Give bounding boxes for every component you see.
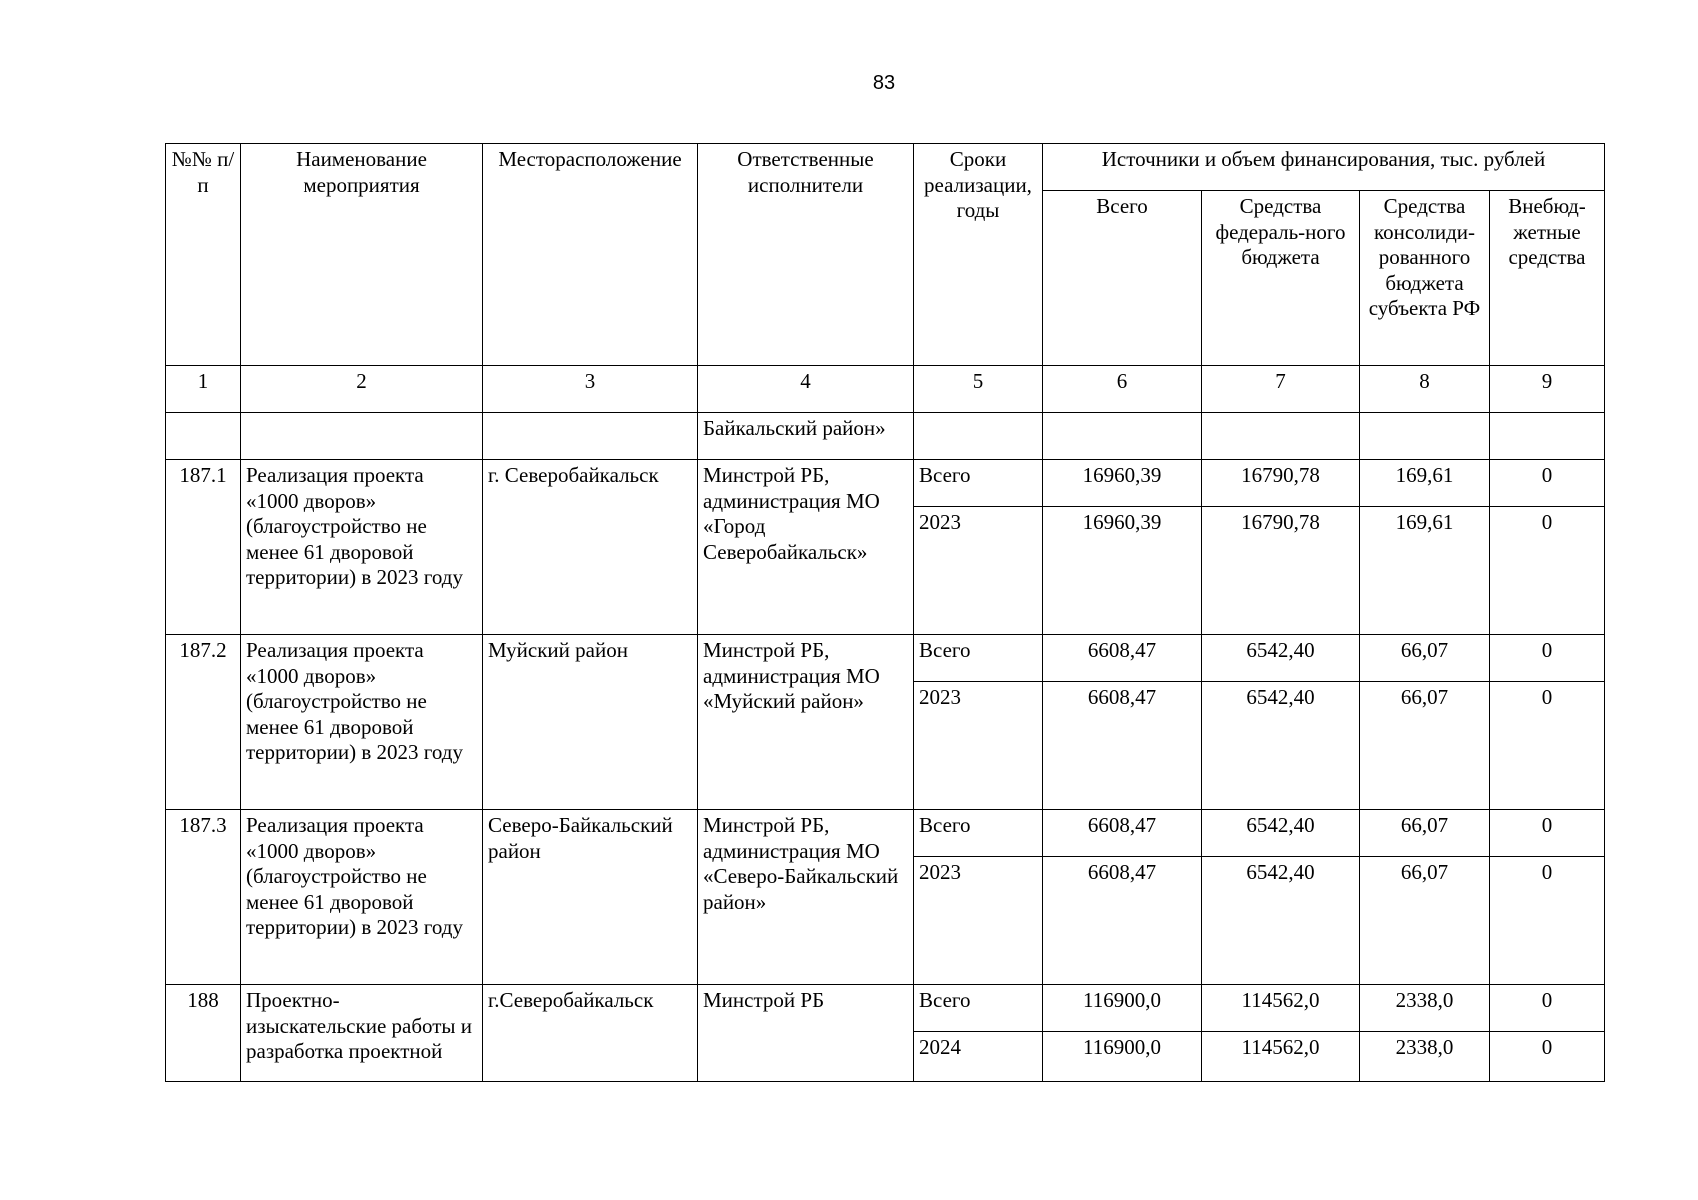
column-number: 7 [1202, 366, 1360, 413]
measure-location: Северо-Байкальский район [483, 810, 698, 985]
column-number: 2 [241, 366, 483, 413]
header-funding: Источники и объем финансирования, тыс. рублей [1043, 144, 1605, 191]
column-number: 8 [1360, 366, 1490, 413]
header-num: №№ п/п [166, 144, 241, 366]
measure-name: Реализация проекта «1000 дворов» (благоустройство не менее 61 дворовой территории) в 2023 году [241, 810, 483, 985]
table-row [166, 810, 1605, 857]
measure-number: 187.1 [166, 460, 241, 635]
measure-executor: Минстрой РБ [698, 985, 914, 1082]
measure-executor: Минстрой РБ, администрация МО «Муйский район» [698, 635, 914, 810]
header-federal: Средства федераль-ного бюджета [1202, 191, 1360, 366]
empty-cell [1360, 413, 1490, 460]
extra-cell: 0 [1490, 682, 1605, 810]
regional-cell: 169,61 [1360, 507, 1490, 635]
total-cell: 16960,39 [1043, 507, 1202, 635]
total-cell: 6608,47 [1043, 635, 1202, 682]
empty-cell [1490, 413, 1605, 460]
total-cell: 16960,39 [1043, 460, 1202, 507]
header-total: Всего [1043, 191, 1202, 366]
measure-location: Муйский район [483, 635, 698, 810]
header-terms: Сроки реализации, годы [914, 144, 1043, 366]
measure-name: Реализация проекта «1000 дворов» (благоустройство не менее 61 дворовой территории) в 2023 году [241, 635, 483, 810]
header-location: Месторасположение [483, 144, 698, 366]
measure-executor: Минстрой РБ, администрация МО «Северо-Байкальский район» [698, 810, 914, 985]
empty-cell [1043, 413, 1202, 460]
total-cell: 116900,0 [1043, 1032, 1202, 1082]
measure-number: 188 [166, 985, 241, 1082]
measure-location: г.Северобайкальск [483, 985, 698, 1082]
continuation-row [166, 413, 1605, 460]
extra-cell: 0 [1490, 635, 1605, 682]
measure-location: г. Северобайкальск [483, 460, 698, 635]
regional-cell: 66,07 [1360, 810, 1490, 857]
empty-cell [1202, 413, 1360, 460]
measure-number: 187.2 [166, 635, 241, 810]
term-cell: 2023 [914, 507, 1043, 635]
column-number: 5 [914, 366, 1043, 413]
regional-cell: 2338,0 [1360, 1032, 1490, 1082]
empty-cell [241, 413, 483, 460]
column-number: 6 [1043, 366, 1202, 413]
header-extra: Внебюд-жетные средства [1490, 191, 1605, 366]
term-cell: Всего [914, 635, 1043, 682]
measure-executor: Минстрой РБ, администрация МО «Город Северобайкальск» [698, 460, 914, 635]
regional-cell: 169,61 [1360, 460, 1490, 507]
term-cell: Всего [914, 810, 1043, 857]
regional-cell: 66,07 [1360, 635, 1490, 682]
total-cell: 6608,47 [1043, 682, 1202, 810]
funding-table [165, 143, 1605, 1082]
term-cell: Всего [914, 460, 1043, 507]
extra-cell: 0 [1490, 810, 1605, 857]
regional-cell: 2338,0 [1360, 985, 1490, 1032]
empty-cell [166, 413, 241, 460]
regional-cell: 66,07 [1360, 682, 1490, 810]
federal-cell: 114562,0 [1202, 1032, 1360, 1082]
header-name: Наименование мероприятия [241, 144, 483, 366]
regional-cell: 66,07 [1360, 857, 1490, 985]
extra-cell: 0 [1490, 507, 1605, 635]
federal-cell: 114562,0 [1202, 985, 1360, 1032]
federal-cell: 6542,40 [1202, 810, 1360, 857]
total-cell: 6608,47 [1043, 857, 1202, 985]
measure-name: Реализация проекта «1000 дворов» (благоустройство не менее 61 дворовой территории) в 2023 году [241, 460, 483, 635]
header-executors: Ответственные исполнители [698, 144, 914, 366]
federal-cell: 16790,78 [1202, 507, 1360, 635]
federal-cell: 6542,40 [1202, 682, 1360, 810]
extra-cell: 0 [1490, 1032, 1605, 1082]
column-number: 9 [1490, 366, 1605, 413]
table-row [166, 985, 1605, 1032]
term-cell: Всего [914, 985, 1043, 1032]
extra-cell: 0 [1490, 985, 1605, 1032]
extra-cell: 0 [1490, 460, 1605, 507]
federal-cell: 6542,40 [1202, 857, 1360, 985]
empty-cell [914, 413, 1043, 460]
column-number-row [166, 366, 1605, 413]
total-cell: 6608,47 [1043, 810, 1202, 857]
table-row [166, 460, 1605, 507]
measure-number: 187.3 [166, 810, 241, 985]
empty-cell [483, 413, 698, 460]
column-number: 4 [698, 366, 914, 413]
measure-name: Проектно-изыскательские работы и разработка проектной [241, 985, 483, 1082]
header-regional: Средства консолиди-рованного бюджета субъекта РФ [1360, 191, 1490, 366]
federal-cell: 6542,40 [1202, 635, 1360, 682]
federal-cell: 16790,78 [1202, 460, 1360, 507]
term-cell: 2024 [914, 1032, 1043, 1082]
continuation-executor: Байкальский район» [698, 413, 914, 460]
table-row [166, 635, 1605, 682]
column-number: 1 [166, 366, 241, 413]
page-number: 83 [872, 72, 896, 94]
total-cell: 116900,0 [1043, 985, 1202, 1032]
term-cell: 2023 [914, 682, 1043, 810]
column-number: 3 [483, 366, 698, 413]
extra-cell: 0 [1490, 857, 1605, 985]
term-cell: 2023 [914, 857, 1043, 985]
